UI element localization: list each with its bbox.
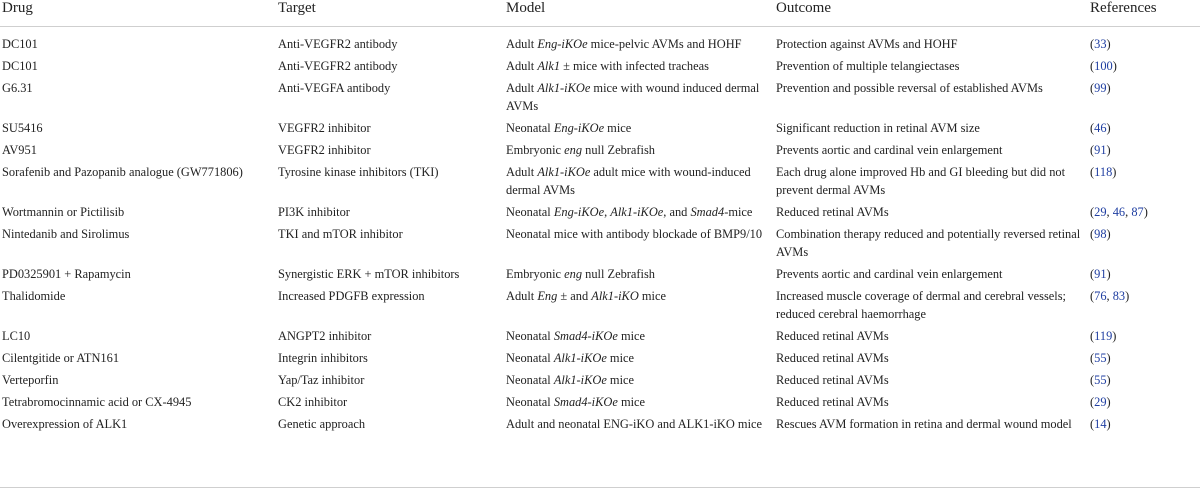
model-text: mice (638, 289, 666, 303)
model-text: mice (604, 121, 632, 135)
table-row (0, 79, 1200, 115)
cell-target: PI3K inhibitor (278, 205, 350, 219)
paren-open: ( (1090, 267, 1095, 281)
model-italic-text: eng (564, 267, 583, 281)
cell-drug: AV951 (2, 143, 37, 157)
reference-link[interactable]: 76 (1094, 289, 1107, 303)
reference-link[interactable]: 55 (1094, 373, 1107, 387)
cell-references (1090, 35, 1200, 53)
cell-outcome: Reduced retinal AVMs (776, 205, 889, 219)
table-row (0, 371, 1200, 389)
model-italic-text: eng (564, 143, 583, 157)
model-text: , and (663, 205, 691, 219)
paren-close: ) (1106, 37, 1111, 51)
model-text: mice (617, 329, 646, 343)
cell-drug: Wortmannin or Pictilisib (2, 205, 125, 219)
table-row (0, 119, 1200, 137)
model-text: Adult (506, 37, 538, 51)
cell-outcome: Combination therapy reduced and potentially reversed retinal AVMs (776, 227, 1081, 259)
cell-drug: G6.31 (2, 81, 33, 95)
model-italic-text: Eng-iKOe (537, 37, 588, 51)
model-italic-text: Alk1-iKOe (537, 81, 591, 95)
paren-open: ( (1090, 227, 1095, 241)
reference-link[interactable]: 55 (1094, 351, 1107, 365)
cell-outcome: Prevents aortic and cardinal vein enlargement (776, 267, 1003, 281)
table-row (0, 415, 1200, 433)
reference-link[interactable]: 91 (1094, 143, 1107, 157)
table-row (0, 327, 1200, 345)
paren-close: ) (1106, 121, 1111, 135)
paren-open: ( (1090, 37, 1095, 51)
header-drug: Drug (2, 0, 33, 16)
cell-outcome: Reduced retinal AVMs (776, 351, 889, 365)
cell-model (506, 141, 776, 159)
model-italic-text: Eng-iKOe (553, 121, 605, 135)
paren-close: ) (1106, 227, 1111, 241)
model-text: ± and (557, 289, 592, 303)
model-text: Neonatal (506, 205, 554, 219)
model-text: ± mice with infected tracheas (560, 59, 709, 73)
ref-separator: , (1125, 205, 1132, 219)
table-row (0, 393, 1200, 411)
model-italic-text: Alk1 (537, 59, 561, 73)
cell-outcome: Prevents aortic and cardinal vein enlargement (776, 143, 1003, 157)
reference-link[interactable]: 14 (1094, 417, 1107, 431)
paren-open: ( (1090, 395, 1095, 409)
cell-model (506, 225, 776, 261)
model-text: Embryonic (506, 143, 565, 157)
cell-references (1090, 393, 1200, 411)
cell-outcome: Prevention and possible reversal of established AVMs (776, 81, 1043, 95)
cell-outcome: Reduced retinal AVMs (776, 329, 889, 343)
model-text: Adult (506, 59, 538, 73)
model-italic-text: Alk1-iKOe (610, 205, 664, 219)
cell-target: VEGFR2 inhibitor (278, 143, 371, 157)
cell-drug: Nintedanib and Sirolimus (2, 227, 130, 241)
reference-link[interactable]: 29 (1094, 395, 1107, 409)
reference-link[interactable]: 99 (1094, 81, 1107, 95)
reference-link[interactable]: 46 (1094, 121, 1107, 135)
paren-close: ) (1106, 351, 1111, 365)
model-italic-text: Alk1-iKOe (537, 165, 591, 179)
cell-references (1090, 203, 1200, 221)
cell-target: Genetic approach (278, 417, 366, 431)
reference-link[interactable]: 91 (1094, 267, 1107, 281)
table-row (0, 349, 1200, 367)
table-row (0, 225, 1200, 261)
cell-references (1090, 141, 1200, 159)
reference-link[interactable]: 119 (1094, 329, 1113, 343)
cell-model (506, 79, 776, 115)
cell-references (1090, 371, 1200, 389)
paren-close: ) (1112, 165, 1117, 179)
cell-references (1090, 287, 1200, 323)
table-row (0, 57, 1200, 75)
model-text: adult mice with wound-induced dermal AVMs (506, 165, 751, 197)
cell-outcome: Significant reduction in retinal AVM size (776, 121, 980, 135)
paren-open: ( (1090, 373, 1095, 387)
paren-open: ( (1090, 329, 1095, 343)
cell-references (1090, 57, 1200, 75)
model-text: Neonatal (506, 329, 554, 343)
spacer-row (0, 433, 1200, 437)
cell-references (1090, 225, 1200, 261)
cell-references (1090, 79, 1200, 115)
cell-model (506, 349, 776, 367)
paren-open: ( (1090, 121, 1095, 135)
cell-model (506, 265, 776, 283)
cell-target: ANGPT2 inhibitor (278, 329, 372, 343)
header-row (0, 0, 1200, 27)
table-row (0, 287, 1200, 323)
cell-target: Anti-VEGFR2 antibody (278, 59, 398, 73)
cell-target: Integrin inhibitors (278, 351, 368, 365)
reference-link[interactable]: 83 (1112, 289, 1126, 303)
spacer-row (0, 27, 1200, 36)
paren-open: ( (1090, 143, 1095, 157)
cell-model (506, 327, 776, 345)
paren-open: ( (1090, 289, 1095, 303)
model-text: Adult (506, 165, 538, 179)
cell-drug: SU5416 (2, 121, 43, 135)
paren-close: ) (1143, 205, 1148, 219)
cell-model (506, 415, 776, 433)
paren-close: ) (1125, 289, 1130, 303)
model-text: Neonatal (506, 373, 554, 387)
model-italic-text: Smad4 (690, 205, 725, 219)
reference-link[interactable]: 33 (1094, 37, 1107, 51)
paren-open: ( (1090, 351, 1095, 365)
cell-model (506, 393, 776, 411)
paren-close: ) (1106, 267, 1111, 281)
cell-model (506, 119, 776, 137)
cell-drug: Thalidomide (2, 289, 66, 303)
reference-link[interactable]: 46 (1112, 205, 1126, 219)
model-text: Embryonic (506, 267, 565, 281)
cell-references (1090, 119, 1200, 137)
model-text: mice (606, 373, 635, 387)
model-text: Neonatal mice with antibody blockade of BMP9/10 (506, 227, 763, 241)
ref-separator: , (1106, 289, 1113, 303)
model-text: Neonatal (506, 351, 554, 365)
model-text: Neonatal (506, 395, 554, 409)
model-text: Neonatal (506, 121, 554, 135)
cell-outcome: Protection against AVMs and HOHF (776, 37, 958, 51)
model-text: Adult and neonatal ENG-iKO and ALK1-iKO mice (506, 417, 763, 431)
cell-drug: DC101 (2, 59, 38, 73)
paren-open: ( (1090, 81, 1095, 95)
header-outcome: Outcome (776, 0, 831, 16)
model-text: mice with wound induced dermal AVMs (506, 81, 760, 113)
paren-open: ( (1090, 165, 1095, 179)
cell-drug: Tetrabromocinnamic acid or CX-4945 (2, 395, 192, 409)
cell-references (1090, 163, 1200, 199)
ref-separator: , (1106, 205, 1113, 219)
model-italic-text: Alk1-iKOe (553, 351, 607, 365)
paren-close: ) (1106, 395, 1111, 409)
table-row (0, 141, 1200, 159)
model-italic-text: Alk1-iKO (591, 289, 639, 303)
cell-model (506, 371, 776, 389)
paren-open: ( (1090, 59, 1095, 73)
paren-open: ( (1090, 417, 1095, 431)
cell-target: Anti-VEGFA antibody (278, 81, 391, 95)
model-italic-text: Smad4-iKOe (553, 395, 618, 409)
paren-close: ) (1106, 373, 1111, 387)
cell-drug: PD0325901 + Rapamycin (2, 267, 131, 281)
cell-target: TKI and mTOR inhibitor (278, 227, 403, 241)
cell-outcome: Reduced retinal AVMs (776, 373, 889, 387)
reference-link[interactable]: 100 (1094, 59, 1113, 73)
cell-references (1090, 265, 1200, 283)
cell-model (506, 203, 776, 221)
model-text: mice-pelvic AVMs and HOHF (587, 37, 742, 51)
reference-link[interactable]: 87 (1131, 205, 1144, 219)
paren-close: ) (1106, 81, 1111, 95)
cell-target: Synergistic ERK + mTOR inhibitors (278, 267, 460, 281)
bottom-rule (0, 487, 1200, 488)
cell-target: VEGFR2 inhibitor (278, 121, 371, 135)
cell-outcome: Reduced retinal AVMs (776, 395, 889, 409)
cell-outcome: Each drug alone improved Hb and GI bleeding but did not prevent dermal AVMs (776, 165, 1066, 197)
table-row (0, 163, 1200, 199)
cell-outcome: Rescues AVM formation in retina and dermal wound model (776, 417, 1072, 431)
table-header (0, 0, 1200, 27)
cell-drug: LC10 (2, 329, 31, 343)
cell-model (506, 163, 776, 199)
model-italic-text: Eng (537, 289, 558, 303)
reference-link[interactable]: 98 (1094, 227, 1107, 241)
reference-link[interactable]: 29 (1094, 205, 1107, 219)
model-italic-text: Alk1-iKOe (553, 373, 607, 387)
model-text: null Zebrafish (582, 267, 655, 281)
paren-close: ) (1106, 143, 1111, 157)
cell-drug: Cilentgitide or ATN161 (2, 351, 120, 365)
header-model: Model (506, 0, 546, 16)
cell-drug: DC101 (2, 37, 38, 51)
cell-drug: Verteporfin (2, 373, 59, 387)
table-body (0, 27, 1200, 438)
cell-outcome: Increased muscle coverage of dermal and cerebral vessels; reduced cerebral haemorrhage (776, 289, 1067, 321)
cell-model (506, 287, 776, 323)
paren-close: ) (1112, 59, 1117, 73)
cell-target: CK2 inhibitor (278, 395, 348, 409)
paren-close: ) (1112, 329, 1117, 343)
table-row (0, 203, 1200, 221)
model-text: Adult (506, 289, 538, 303)
model-italic-text: Eng-iKOe (553, 205, 605, 219)
cell-model (506, 57, 776, 75)
cell-references (1090, 349, 1200, 367)
model-text: mice (606, 351, 635, 365)
model-italic-text: Smad4-iKOe (553, 329, 618, 343)
cell-target: Tyrosine kinase inhibitors (TKI) (278, 165, 439, 179)
paren-close: ) (1106, 417, 1111, 431)
cell-outcome: Prevention of multiple telangiectases (776, 59, 960, 73)
header-target: Target (278, 0, 316, 16)
table-row (0, 35, 1200, 53)
model-text: , (604, 205, 611, 219)
table-row (0, 265, 1200, 283)
cell-model (506, 35, 776, 53)
cell-target: Yap/Taz inhibitor (278, 373, 365, 387)
header-references: References (1090, 0, 1157, 16)
cell-drug: Sorafenib and Pazopanib analogue (GW771806) (2, 165, 243, 179)
model-text: null Zebrafish (582, 143, 655, 157)
model-text: -mice (724, 205, 753, 219)
cell-references (1090, 415, 1200, 433)
cell-references (1090, 327, 1200, 345)
model-text: Adult (506, 81, 538, 95)
cell-drug: Overexpression of ALK1 (2, 417, 128, 431)
cell-target: Anti-VEGFR2 antibody (278, 37, 398, 51)
paren-open: ( (1090, 205, 1095, 219)
model-text: mice (617, 395, 646, 409)
cell-target: Increased PDGFB expression (278, 289, 425, 303)
reference-link[interactable]: 118 (1094, 165, 1113, 179)
